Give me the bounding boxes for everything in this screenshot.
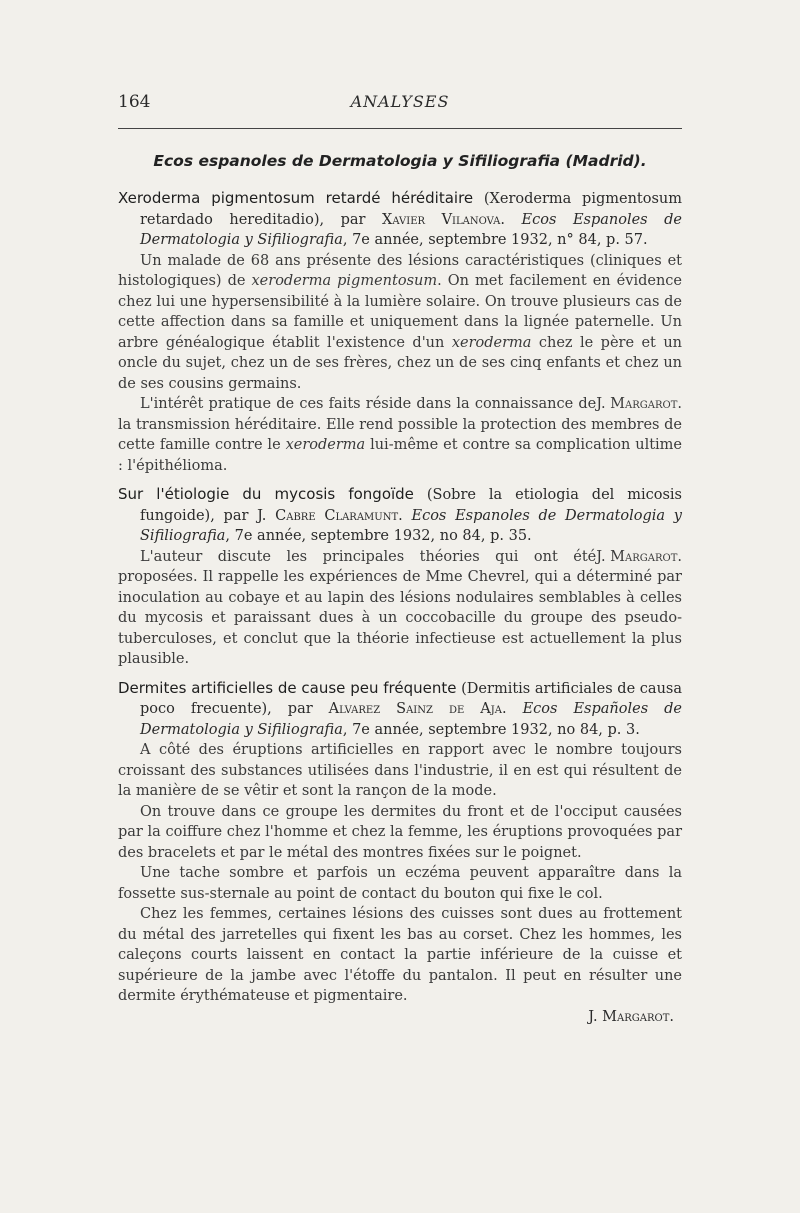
citation-text: (Sobre la etiologia del micosis fungoide), par J. — [140, 487, 682, 524]
entry-heading — [118, 484, 682, 547]
entry-heading — [118, 678, 682, 741]
emphasis-text: xeroderma — [451, 334, 532, 351]
citation-text: . — [501, 701, 523, 717]
content — [118, 188, 682, 1035]
author-name: Xavier Vilanova — [382, 211, 501, 228]
signature: J. Margarot. — [596, 396, 682, 412]
page-number: 164 — [118, 92, 151, 112]
citation-text: (Dermitis artificiales de causa poco frecuente), par — [140, 680, 682, 717]
emphasis-text: xeroderma pigmentosum — [251, 273, 438, 289]
paragraph: Une tache sombre et parfois un eczéma peuvent apparaître dans la fossette sus-sternale au point de contact du bouton qui fixe le col. — [118, 865, 682, 902]
journal-name: Ecos Espanoles de Dermatologia y Sifiliografia — [140, 211, 683, 248]
citation-text: . — [500, 211, 522, 228]
citation-text: , 7e année, septembre 1932, no 84, p. 35. — [225, 528, 532, 544]
text: chez le père et un oncle du sujet, chez un de ses frères, chez un de ses cinq enfants et chez un de ses cousins germains. — [118, 334, 683, 392]
journal-name: Ecos Españoles de Dermatologia y Sifiliografia — [140, 701, 683, 738]
header-rule — [118, 128, 682, 129]
signature: J. Margarot. — [596, 548, 682, 565]
page-header — [118, 92, 682, 114]
signature: J. Margarot. — [588, 1008, 674, 1025]
journal-name: Ecos Espanoles de Dermatologia y Sifiliografia — [140, 507, 682, 544]
paragraph: Chez les femmes, certaines lésions des cuisses sont dues au frottement du métal des jarretelles qui fixent les bas au corset. Chez les hommes, les caleçons courts laissent en contact la partie inférieure de la cuisse et supérieure de la jambe avec l'étoffe du pantalon. Il peut en résulter une dermite érythémateuse et pigmentaire. — [118, 906, 682, 1004]
section-title: Ecos espanoles de Dermatologia y Sifiliografia (Madrid). — [153, 152, 647, 170]
paragraph — [118, 251, 682, 395]
author-name: Alvarez Sainz de Aja — [328, 701, 502, 717]
entry-xeroderma — [118, 188, 682, 476]
entry-title: Sur l'étiologie du mycosis fongoïde — [118, 485, 414, 503]
citation-text: . — [398, 507, 412, 524]
author-name: Cabre Claramunt — [275, 507, 399, 524]
citation-text: , 7e année, septembre 1932, no 84, p. 3. — [342, 721, 640, 738]
paragraph — [118, 394, 682, 476]
entry-title: Dermites artificielles de cause peu fréquente — [118, 678, 457, 697]
citation-text: (Xeroderma pigmentosum retardado hereditadio), par — [140, 191, 682, 228]
text: lui-même et contre sa complication ultime : l'épithélioma. — [118, 437, 683, 474]
text: L'auteur discute les principales théories qui ont été proposées. Il rappelle les expériences de Mme Chevrel, qui a déterminé par inoculation au cobaye et au lapin des lésions nodulaires semblables à celles du mycosis et paraissant dues à un coccobacille du groupe des pseudo-tuberculoses, et conclut que la théorie infectieuse est actuellement la plus plausible. — [118, 548, 682, 667]
entry-title: Xeroderma pigmentosum retardé héréditaire — [118, 189, 474, 207]
emphasis-text: xeroderma — [285, 437, 366, 453]
text: L'intérêt pratique de ces faits réside dans la connaissance de la transmission héréditaire. Elle rend possible la protection des membres de cette famille contre le — [118, 396, 682, 453]
paragraph: A côté des éruptions artificielles en rapport avec le nombre toujours croissant des substances utilisées dans l'industrie, il en est qui résultent de la manière de se vêtir et sont la rançon de la mode. — [118, 742, 682, 799]
entry-dermites — [118, 678, 682, 1028]
text: Un malade de 68 ans présente des lésions caractéristiques (cliniques et histologiques) de — [118, 252, 682, 289]
citation-text: , 7e année, septembre 1932, n° 84, p. 57. — [342, 232, 648, 248]
running-title: ANALYSES — [350, 92, 450, 111]
text: . On met facilement en évidence chez lui une hypersensibilité à la lumière solaire. On trouve plusieurs cas de cette affection dans sa famille et uniquement dans la lignée paternelle. Un arbre généalogique établit l'existence d'un — [118, 273, 682, 351]
entry-heading — [118, 188, 682, 251]
entry-mycosis — [118, 484, 682, 670]
paragraph: On trouve dans ce groupe les dermites du front et de l'occiput causées par la coiffure chez l'homme et chez la femme, les éruptions provoquées par des bracelets et par le métal des montres fixées sur le poignet. — [118, 803, 682, 861]
paragraph — [118, 547, 682, 670]
